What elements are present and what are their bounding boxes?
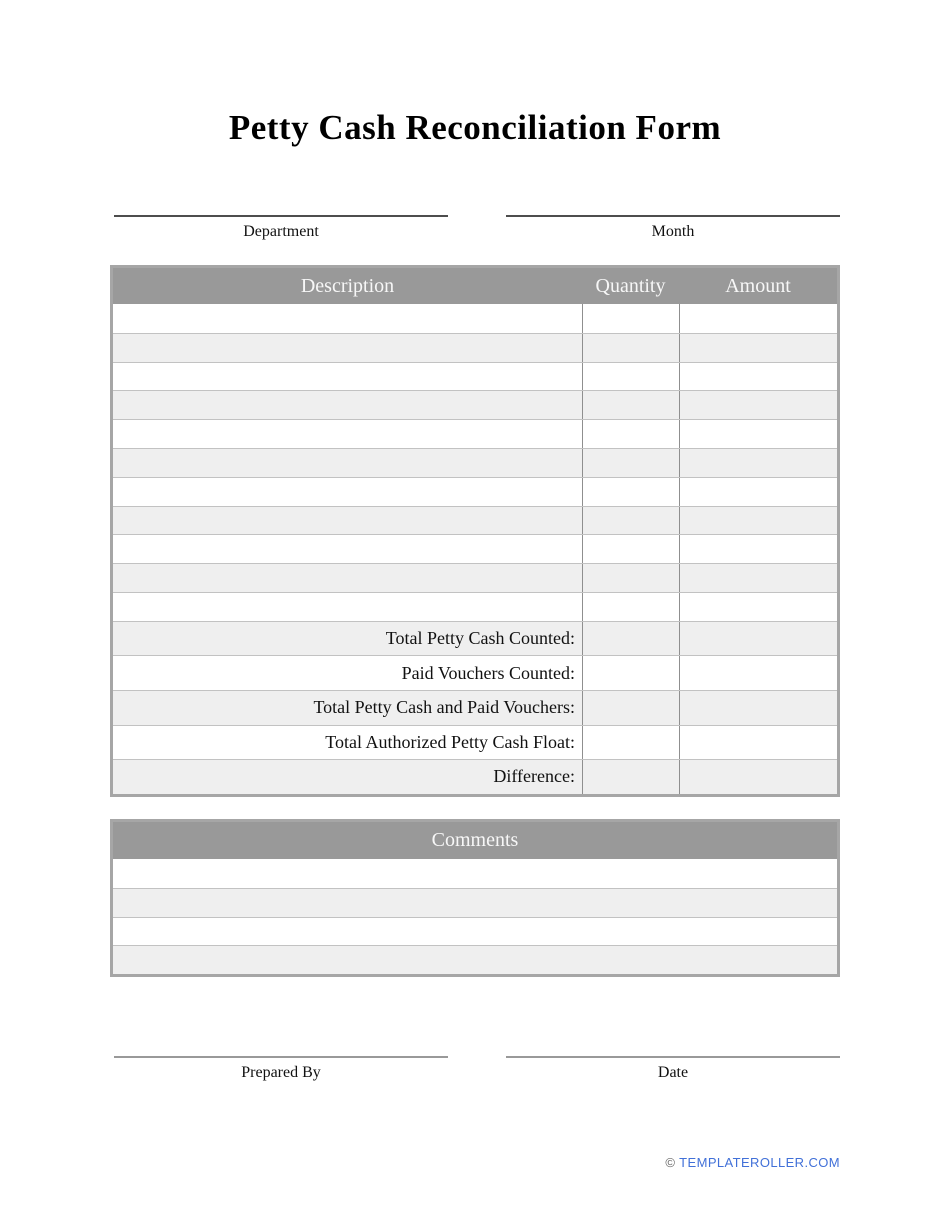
description-cell <box>113 449 582 477</box>
form-title: Petty Cash Reconciliation Form <box>228 108 722 147</box>
summary-row-paid-vouchers <box>113 655 837 690</box>
description-cell <box>113 304 582 333</box>
description-cell <box>113 507 582 535</box>
entry-rows <box>113 304 837 621</box>
description-cell <box>113 535 582 563</box>
table-header-row <box>113 268 837 304</box>
date-signature-line <box>506 1056 840 1058</box>
quantity-cell <box>582 334 679 362</box>
summary-label: Total Authorized Petty Cash Float: <box>325 731 575 752</box>
amount-cell <box>679 593 837 621</box>
amount-cell <box>679 535 837 563</box>
month-blank-line <box>506 215 840 217</box>
amount-cell <box>679 726 837 760</box>
amount-cell <box>679 622 837 656</box>
summary-label: Difference: <box>493 766 575 787</box>
quantity-cell <box>582 656 679 690</box>
comments-rows <box>113 859 837 974</box>
amount-cell <box>679 691 837 725</box>
summary-label: Total Petty Cash Counted: <box>385 628 575 649</box>
quantity-cell <box>582 420 679 448</box>
entry-row <box>113 506 837 535</box>
amount-cell <box>679 656 837 690</box>
summary-row-total-counted <box>113 621 837 656</box>
description-cell <box>113 391 582 419</box>
quantity-cell <box>582 449 679 477</box>
quantity-cell <box>582 691 679 725</box>
description-cell <box>113 593 582 621</box>
quantity-column-header: Quantity <box>595 274 666 297</box>
quantity-cell <box>582 760 679 794</box>
entry-row <box>113 419 837 448</box>
amount-cell <box>679 449 837 477</box>
prepared-by-field <box>114 1056 448 1082</box>
summary-rows <box>113 621 837 794</box>
amount-column-header: Amount <box>725 274 791 297</box>
date-field <box>506 1056 840 1082</box>
entry-row <box>113 362 837 391</box>
entry-row <box>113 592 837 621</box>
templateroller-link[interactable]: TEMPLATEROLLER.COM <box>679 1155 840 1170</box>
comment-row <box>113 888 837 917</box>
date-label: Date <box>657 1064 689 1081</box>
description-cell <box>113 334 582 362</box>
prepared-by-signature-line <box>114 1056 448 1058</box>
quantity-cell <box>582 507 679 535</box>
description-cell <box>113 363 582 391</box>
comments-header: Comments <box>113 822 837 859</box>
month-field <box>506 215 840 241</box>
entry-row <box>113 563 837 592</box>
amount-cell <box>679 304 837 333</box>
department-blank-line <box>114 215 448 217</box>
copyright-symbol: © <box>665 1155 676 1170</box>
quantity-cell <box>582 363 679 391</box>
month-label: Month <box>651 223 695 240</box>
comments-section <box>110 819 840 977</box>
quantity-cell <box>582 478 679 506</box>
footer <box>665 1155 840 1170</box>
amount-cell <box>679 420 837 448</box>
quantity-cell <box>582 726 679 760</box>
quantity-cell <box>582 391 679 419</box>
summary-label: Paid Vouchers Counted: <box>401 662 575 683</box>
quantity-cell <box>582 304 679 333</box>
amount-cell <box>679 760 837 794</box>
entry-row <box>113 534 837 563</box>
department-field <box>114 215 448 241</box>
summary-label: Total Petty Cash and Paid Vouchers: <box>313 697 575 718</box>
amount-cell <box>679 391 837 419</box>
reconciliation-table <box>110 265 840 797</box>
amount-cell <box>679 507 837 535</box>
description-cell <box>113 478 582 506</box>
entry-row <box>113 333 837 362</box>
amount-cell <box>679 478 837 506</box>
comment-row <box>113 945 837 974</box>
description-column-header: Description <box>300 274 395 297</box>
summary-row-difference <box>113 759 837 794</box>
quantity-cell <box>582 622 679 656</box>
amount-cell <box>679 334 837 362</box>
summary-row-authorized-float <box>113 725 837 760</box>
entry-row <box>113 477 837 506</box>
description-cell <box>113 420 582 448</box>
department-label: Department <box>243 223 319 240</box>
summary-row-cash-and-vouchers <box>113 690 837 725</box>
comment-row <box>113 917 837 946</box>
entry-row <box>113 448 837 477</box>
quantity-cell <box>582 535 679 563</box>
prepared-by-label: Prepared By <box>241 1064 321 1081</box>
entry-row <box>113 304 837 333</box>
amount-cell <box>679 564 837 592</box>
entry-row <box>113 390 837 419</box>
quantity-cell <box>582 564 679 592</box>
description-cell <box>113 564 582 592</box>
comment-row <box>113 859 837 888</box>
amount-cell <box>679 363 837 391</box>
quantity-cell <box>582 593 679 621</box>
